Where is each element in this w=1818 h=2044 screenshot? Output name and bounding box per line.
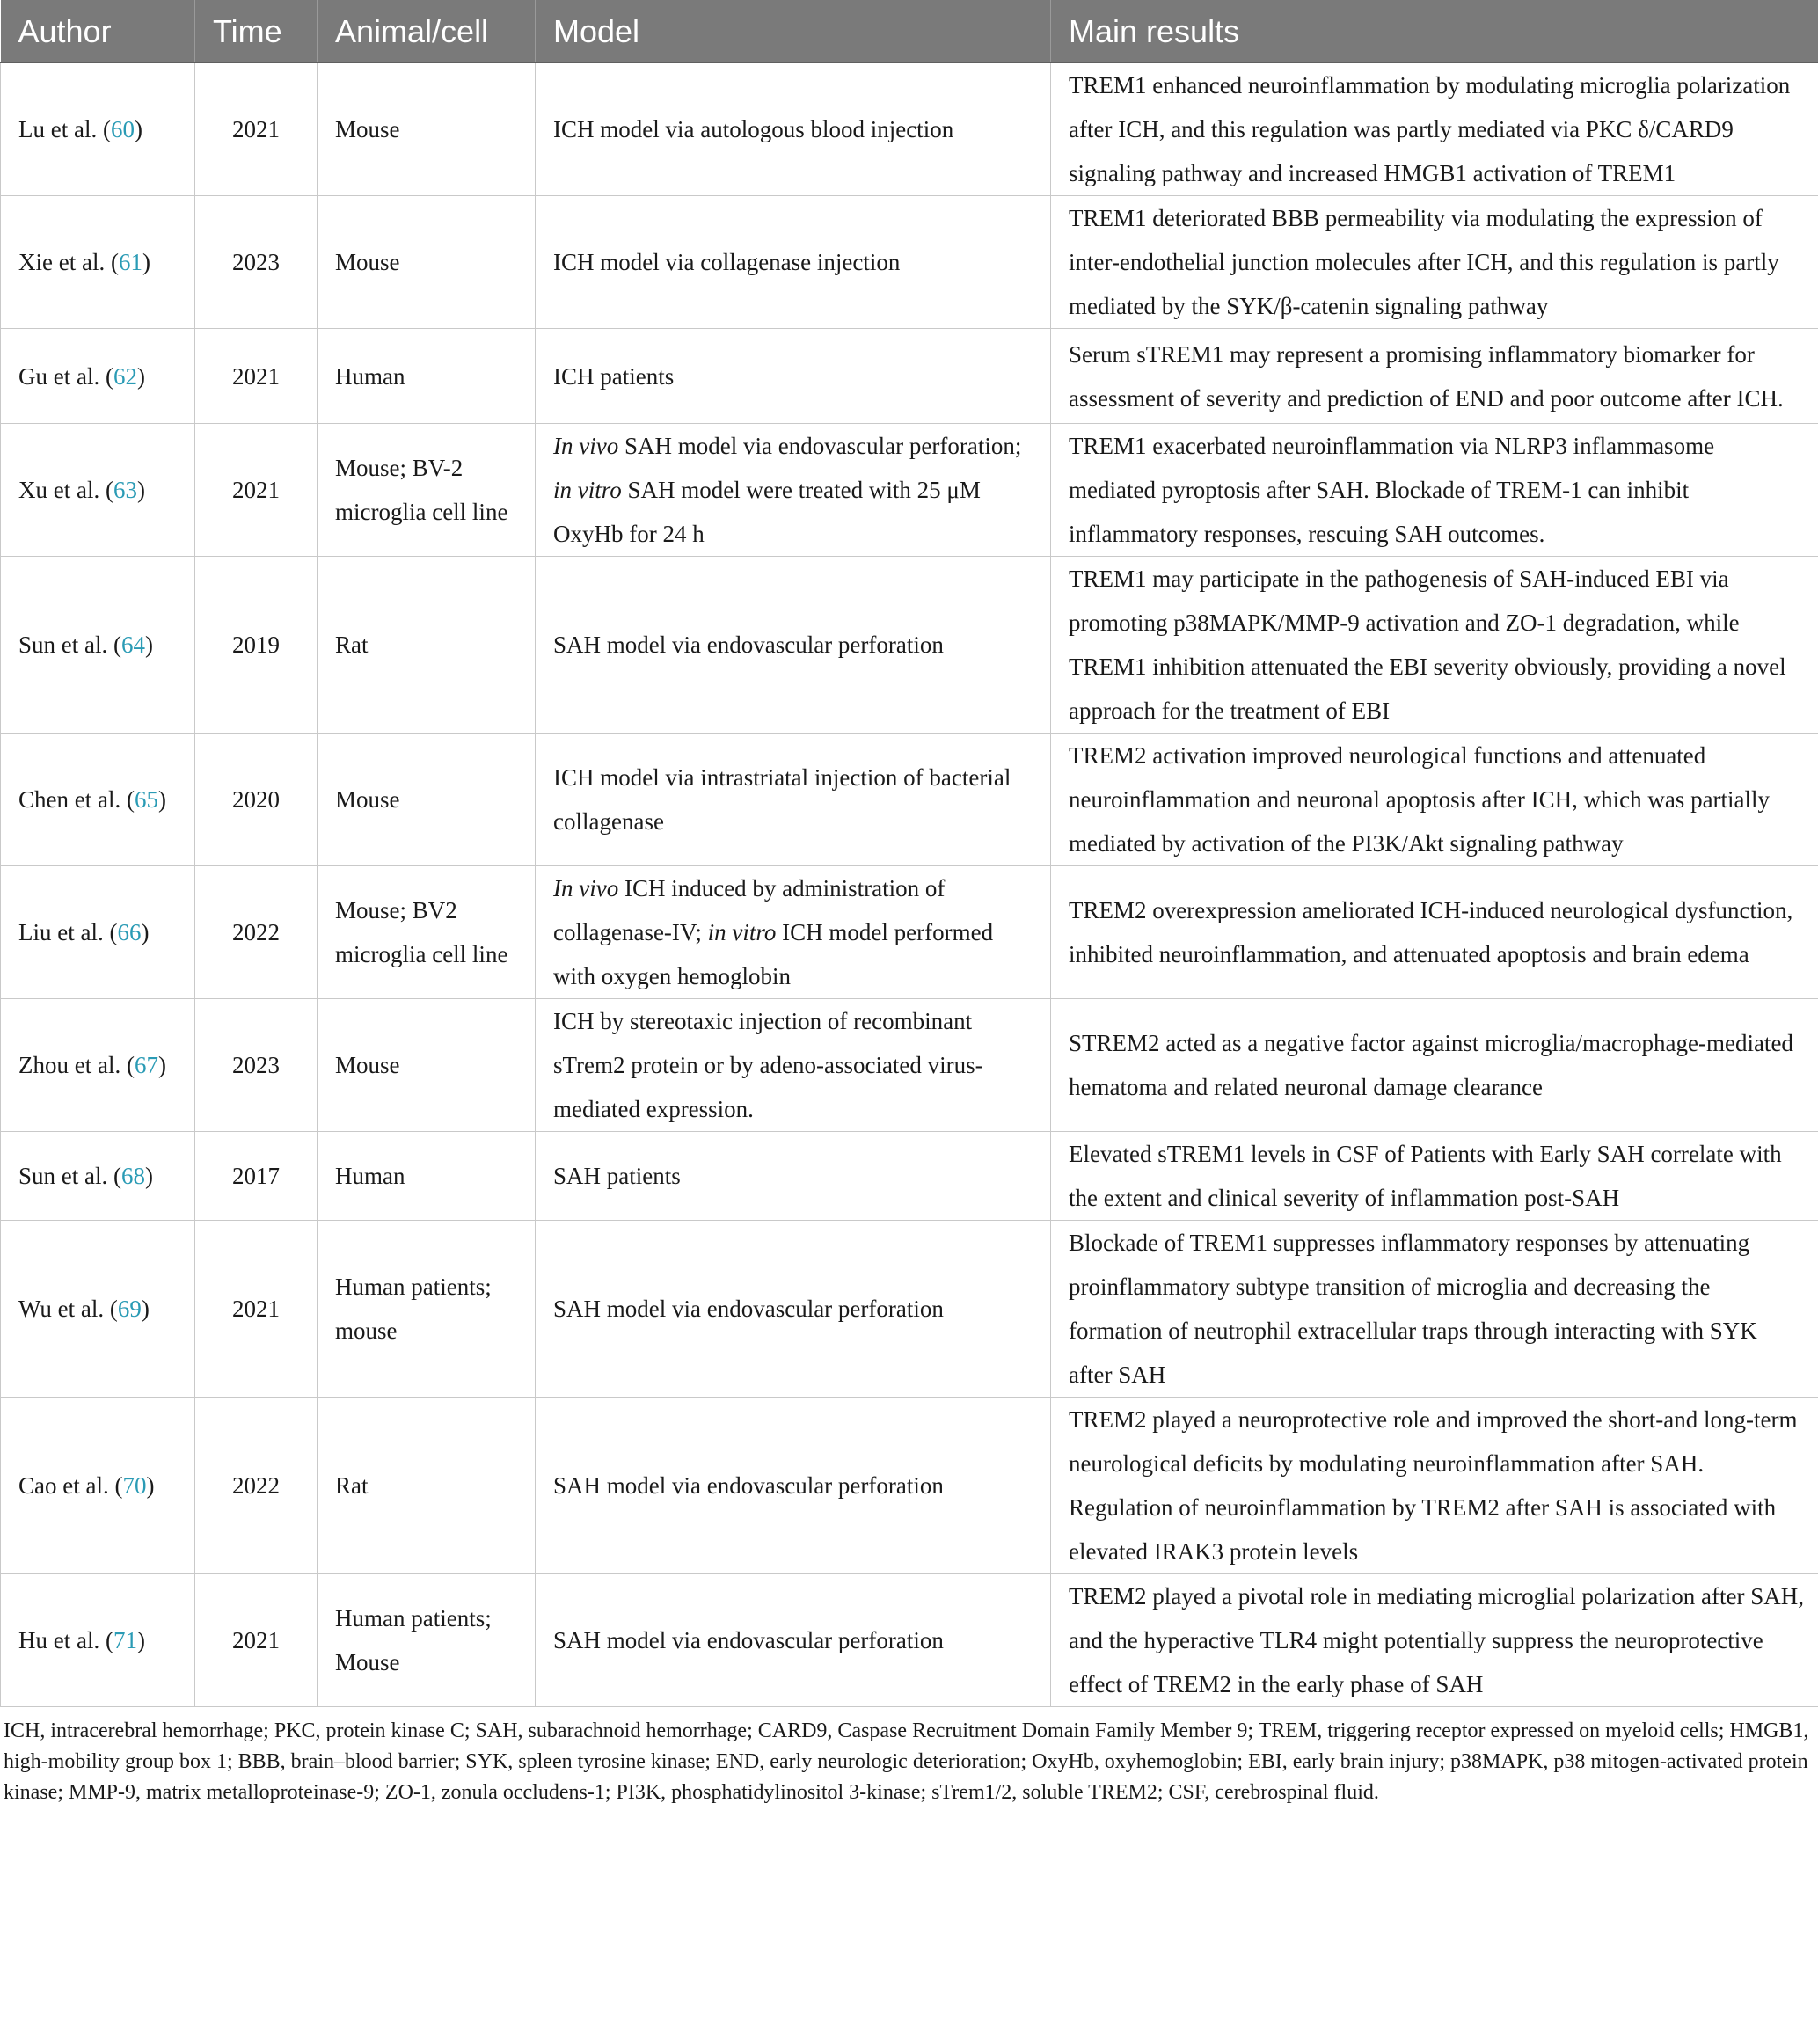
author-name: Gu et al. xyxy=(18,362,100,390)
cell-animal-cell: Mouse xyxy=(318,999,536,1132)
cell-main-results: Serum sTREM1 may represent a promising inflammatory biomarker for assessment of severity and prediction of END and poor outcome after ICH. xyxy=(1051,329,1818,424)
model-text: SAH model via endovascular perforation xyxy=(553,1472,944,1499)
reference-link[interactable]: 67 xyxy=(134,1052,158,1078)
cell-author: Sun et al. (64) xyxy=(1,557,195,734)
table-header xyxy=(1,0,1818,63)
cell-author: Chen et al. (65) xyxy=(1,734,195,866)
reference-link[interactable]: 70 xyxy=(122,1472,147,1499)
table-row xyxy=(1,1221,1818,1398)
author-name: Liu et al. xyxy=(18,919,104,945)
table-footnote: ICH, intracerebral hemorrhage; PKC, protein kinase C; SAH, subarachnoid hemorrhage; CARD9, Caspase Recruitment Domain Family Member 9; TREM, triggering receptor expressed on myeloid cells; HMGB1, high-mobility group box 1; BBB, brain–blood barrier; SYK, spleen tyrosine kinase; END, early neurologic deterioration; OxyHb, oxyhemoglobin; EBI, early brain injury; p38MAPK, p38 mitogen-activated protein kinase; MMP-9, matrix metalloproteinase-9; ZO-1, zonula occludens-1; PI3K, phosphatidylinositol 3-kinase; sTrem1/2, soluble TREM2; CSF, cerebrospinal fluid. xyxy=(4,1719,1809,1804)
table-row xyxy=(1,866,1818,999)
model-text: ICH model via intrastriatal injection of bacterial collagenase xyxy=(553,764,1011,835)
cell-author: Wu et al. (69) xyxy=(1,1221,195,1398)
cell-model xyxy=(536,999,1051,1132)
cell-author: Sun et al. (68) xyxy=(1,1132,195,1221)
reference-link[interactable]: 65 xyxy=(134,786,158,813)
table-row xyxy=(1,1398,1818,1574)
cell-model xyxy=(536,734,1051,866)
cell-model xyxy=(536,1574,1051,1707)
cell-animal-cell: Human xyxy=(318,1132,536,1221)
reference-link[interactable]: 63 xyxy=(113,477,137,503)
cell-author: Gu et al. (62) xyxy=(1,329,195,424)
cell-main-results: TREM1 may participate in the pathogenesis of SAH-induced EBI via promoting p38MAPK/MMP-9 activation and ZO-1 degradation, while TREM1 inhibition attenuated the EBI severity obviously, providing a novel approach for the treatment of EBI xyxy=(1051,557,1818,734)
author-name: Hu et al. xyxy=(18,1627,100,1653)
model-text: SAH model via endovascular perforation xyxy=(553,631,944,658)
cell-animal-cell: Mouse xyxy=(318,63,536,196)
author-name: Zhou et al. xyxy=(18,1052,121,1078)
reference-link[interactable]: 61 xyxy=(118,249,142,275)
cell-model xyxy=(536,1221,1051,1398)
cell-animal-cell: Rat xyxy=(318,557,536,734)
model-italic-text: in vitro xyxy=(553,477,622,503)
cell-time: 2017 xyxy=(195,1132,318,1221)
cell-time: 2021 xyxy=(195,424,318,557)
cell-time: 2020 xyxy=(195,734,318,866)
cell-model xyxy=(536,866,1051,999)
cell-model xyxy=(536,63,1051,196)
model-text: SAH model via endovascular perforation; xyxy=(618,433,1022,459)
table-row xyxy=(1,196,1818,329)
author-name: Sun et al. xyxy=(18,1163,108,1189)
cell-main-results: TREM1 enhanced neuroinflammation by modulating microglia polarization after ICH, and this regulation was partly mediated via PKC δ/CARD9 signaling pathway and increased HMGB1 activation of TREM1 xyxy=(1051,63,1818,196)
cell-animal-cell: Human patients; mouse xyxy=(318,1221,536,1398)
header-time: Time xyxy=(195,0,318,63)
model-text: ICH patients xyxy=(553,362,675,390)
header-main-results: Main results xyxy=(1051,0,1818,63)
cell-author: Lu et al. (60) xyxy=(1,63,195,196)
table-body xyxy=(1,63,1818,1707)
cell-time: 2023 xyxy=(195,196,318,329)
cell-main-results: TREM2 activation improved neurological functions and attenuated neuroinflammation and neuronal apoptosis after ICH, which was partially mediated by activation of the PI3K/Akt signaling pathway xyxy=(1051,734,1818,866)
cell-time: 2021 xyxy=(195,1574,318,1707)
model-text: ICH model performed with oxygen hemoglobin xyxy=(553,919,994,989)
table-row xyxy=(1,329,1818,424)
cell-time: 2022 xyxy=(195,1398,318,1574)
model-text: ICH model via autologous blood injection xyxy=(553,116,954,142)
cell-time: 2019 xyxy=(195,557,318,734)
header-row xyxy=(1,0,1818,63)
cell-main-results: Blockade of TREM1 suppresses inflammatory responses by attenuating proinflammatory subtype transition of microglia and decreasing the formation of neutrophil extracellular traps through interacting with SYK after SAH xyxy=(1051,1221,1818,1398)
cell-animal-cell: Mouse; BV-2 microglia cell line xyxy=(318,424,536,557)
table-row xyxy=(1,1132,1818,1221)
cell-main-results: TREM2 played a pivotal role in mediating microglial polarization after SAH, and the hyperactive TLR4 might potentially suppress the neuroprotective effect of TREM2 in the early phase of SAH xyxy=(1051,1574,1818,1707)
cell-author: Zhou et al. (67) xyxy=(1,999,195,1132)
table-row xyxy=(1,424,1818,557)
cell-model xyxy=(536,557,1051,734)
cell-animal-cell: Human patients; Mouse xyxy=(318,1574,536,1707)
table-row xyxy=(1,1574,1818,1707)
model-text: SAH patients xyxy=(553,1163,681,1189)
author-name: Xu et al. xyxy=(18,477,100,503)
cell-main-results: TREM1 exacerbated neuroinflammation via NLRP3 inflammasome mediated pyroptosis after SAH. Blockade of TREM-1 can inhibit inflammatory responses, rescuing SAH outcomes. xyxy=(1051,424,1818,557)
cell-author: Xie et al. (61) xyxy=(1,196,195,329)
cell-animal-cell: Mouse; BV2 microglia cell line xyxy=(318,866,536,999)
table-row xyxy=(1,999,1818,1132)
cell-model xyxy=(536,196,1051,329)
header-model: Model xyxy=(536,0,1051,63)
cell-animal-cell: Human xyxy=(318,329,536,424)
author-name: Sun et al. xyxy=(18,631,108,658)
cell-model xyxy=(536,329,1051,424)
cell-author: Xu et al. (63) xyxy=(1,424,195,557)
cell-author: Liu et al. (66) xyxy=(1,866,195,999)
header-author: Author xyxy=(1,0,195,63)
model-italic-text: In vivo xyxy=(553,433,619,459)
reference-link[interactable]: 60 xyxy=(110,116,135,142)
table-row xyxy=(1,63,1818,196)
cell-time: 2022 xyxy=(195,866,318,999)
reference-link[interactable]: 66 xyxy=(117,919,142,945)
reference-link[interactable]: 62 xyxy=(113,362,137,390)
cell-author: Hu et al. (71) xyxy=(1,1574,195,1707)
reference-link[interactable]: 68 xyxy=(121,1163,145,1189)
cell-model xyxy=(536,424,1051,557)
model-text: ICH induced by administration of collagenase-IV; xyxy=(553,875,946,945)
author-name: Lu et al. xyxy=(18,116,98,142)
cell-main-results: TREM2 overexpression ameliorated ICH-induced neurological dysfunction, inhibited neuroinflammation, and attenuated apoptosis and brain edema xyxy=(1051,866,1818,999)
cell-animal-cell: Mouse xyxy=(318,734,536,866)
cell-animal-cell: Mouse xyxy=(318,196,536,329)
cell-model xyxy=(536,1398,1051,1574)
author-name: Chen et al. xyxy=(18,786,121,813)
reference-link[interactable]: 64 xyxy=(121,631,145,658)
model-text: SAH model via endovascular perforation xyxy=(553,1296,944,1322)
cell-model xyxy=(536,1132,1051,1221)
model-text: SAH model were treated with 25 μM OxyHb for 24 h xyxy=(553,477,981,547)
cell-main-results: STREM2 acted as a negative factor against microglia/macrophage-mediated hematoma and related neuronal damage clearance xyxy=(1051,999,1818,1132)
author-name: Xie et al. xyxy=(18,249,106,275)
author-name: Cao et al. xyxy=(18,1472,109,1499)
author-name: Wu et al. xyxy=(18,1296,105,1322)
cell-main-results: TREM2 played a neuroprotective role and improved the short-and long-term neurological deficits by modulating neuroinflammation after SAH. Regulation of neuroinflammation by TREM2 after SAH is associated with elevated IRAK3 protein levels xyxy=(1051,1398,1818,1574)
reference-link[interactable]: 69 xyxy=(117,1296,142,1322)
cell-time: 2021 xyxy=(195,329,318,424)
model-text: ICH model via collagenase injection xyxy=(553,249,901,275)
table-row xyxy=(1,734,1818,866)
table-row xyxy=(1,557,1818,734)
cell-main-results: TREM1 deteriorated BBB permeability via modulating the expression of inter-endothelial junction molecules after ICH, and this regulation is partly mediated by the SYK/β-catenin signaling pathway xyxy=(1051,196,1818,329)
model-italic-text: In vivo xyxy=(553,875,619,902)
cell-time: 2023 xyxy=(195,999,318,1132)
model-italic-text: in vitro xyxy=(707,919,777,945)
cell-main-results: Elevated sTREM1 levels in CSF of Patients with Early SAH correlate with the extent and clinical severity of inflammation post-SAH xyxy=(1051,1132,1818,1221)
cell-author: Cao et al. (70) xyxy=(1,1398,195,1574)
reference-link[interactable]: 71 xyxy=(113,1627,137,1653)
header-animal-cell: Animal/cell xyxy=(318,0,536,63)
cell-time: 2021 xyxy=(195,1221,318,1398)
model-text: ICH by stereotaxic injection of recombinant sTrem2 protein or by adeno-associated virus-mediated expression. xyxy=(553,1008,983,1122)
cell-animal-cell: Rat xyxy=(318,1398,536,1574)
model-text: SAH model via endovascular perforation xyxy=(553,1627,944,1653)
cell-time: 2021 xyxy=(195,63,318,196)
